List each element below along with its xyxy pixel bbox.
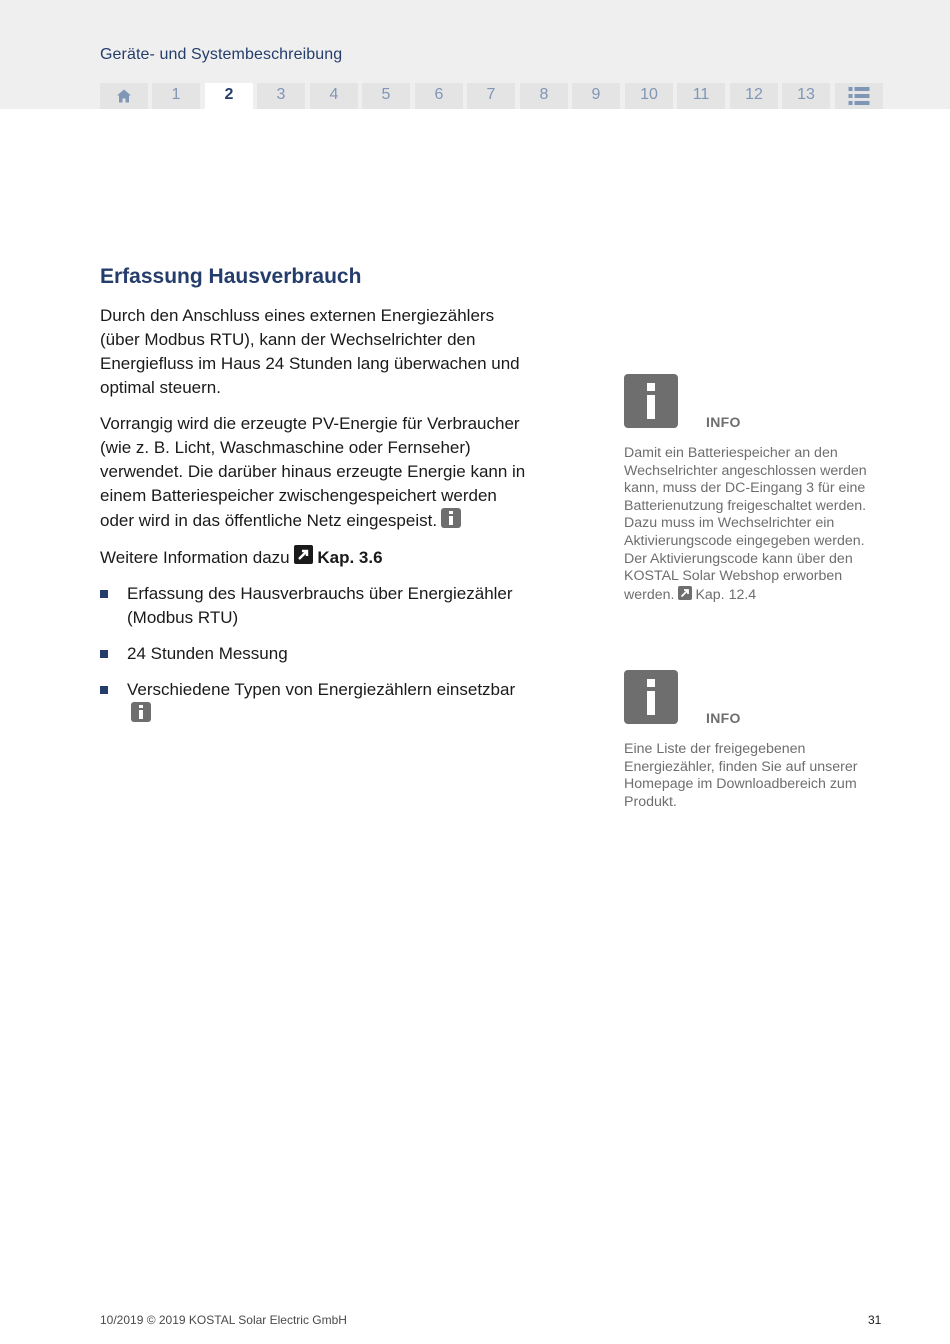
- info-text: [624, 445, 874, 604]
- paragraph-pv-energy-text: Vorrangig wird die erzeugte PV-Energie für Verbraucher (wie z. B. Licht, Waschmaschine oder Fernseher) verwendet. Die darüber hinaus erzeugte Energie kann in einem Batteriespeicher zwischengespeichert werden oder wird in das öffentliche Netz eingespeist.: [100, 414, 526, 530]
- list-item-text: 24 Stunden Messung: [127, 644, 288, 663]
- tab-3[interactable]: 3: [257, 83, 305, 109]
- main-content: [100, 262, 530, 739]
- page-number: 31: [868, 1313, 882, 1327]
- info-box-energy-meters: [624, 670, 874, 820]
- tab-1[interactable]: 1: [152, 83, 200, 109]
- tab-4[interactable]: 4: [310, 83, 358, 109]
- info-icon[interactable]: [441, 508, 461, 528]
- tab-7[interactable]: 7: [467, 83, 515, 109]
- tab-5[interactable]: 5: [362, 83, 410, 109]
- paragraph-intro: [100, 304, 530, 400]
- home-icon: [117, 90, 131, 103]
- section-title: Geräte- und Systembeschreibung: [100, 46, 343, 63]
- list-item: [100, 582, 530, 630]
- tab-home[interactable]: [100, 83, 148, 109]
- tab-8[interactable]: 8: [520, 83, 568, 109]
- link-arrow-icon: [294, 545, 313, 564]
- tab-12[interactable]: 12: [730, 83, 778, 109]
- footer-copyright: 10/2019 © 2019 KOSTAL Solar Electric GmbH: [100, 1313, 347, 1327]
- more-info-line: [100, 545, 530, 570]
- paragraph-pv-energy: [100, 412, 530, 533]
- chapter-link[interactable]: Kap. 3.6: [317, 548, 383, 567]
- info-box-battery: [624, 374, 874, 614]
- bullet-square-icon: [100, 686, 108, 694]
- tab-11[interactable]: 11: [677, 83, 725, 109]
- tab-6[interactable]: 6: [415, 83, 463, 109]
- tab-9[interactable]: 9: [572, 83, 620, 109]
- tab-13[interactable]: 13: [782, 83, 830, 109]
- info-text-body: Damit ein Batteriespeicher an den Wechselrichter angeschlossen werden kann, muss der DC-Eingang 3 für eine Batterienutzung freigeschaltet werden. Dazu muss im Wechselrichter ein Aktivierungscode eingegeben werden. Der Aktivierungscode kann über den KOSTAL Solar Webshop erworben werden.: [624, 445, 867, 603]
- link-arrow-icon: [678, 586, 692, 600]
- info-text: Eine Liste der freigegebenen Energiezähler, finden Sie auf unserer Homepage im Downloadbereich zum Produkt.: [624, 741, 858, 810]
- feature-list: [100, 582, 530, 727]
- list-item-text: Verschiedene Typen von Energiezählern einsetzbar: [127, 680, 516, 699]
- info-label: INFO: [706, 414, 741, 430]
- list-item-text: Erfassung des Hausverbrauchs über Energiezähler (Modbus RTU): [127, 584, 513, 627]
- info-icon[interactable]: [131, 702, 151, 722]
- info-icon: [624, 374, 678, 428]
- tab-10[interactable]: 10: [625, 83, 673, 109]
- list-item: [100, 678, 530, 727]
- tab-2[interactable]: 2: [205, 83, 253, 109]
- list-icon: [849, 87, 870, 105]
- bullet-square-icon: [100, 650, 108, 658]
- bullet-square-icon: [100, 590, 108, 598]
- info-label: INFO: [706, 710, 741, 726]
- tab-contents[interactable]: [835, 83, 883, 109]
- chapter-link[interactable]: Kap. 12.4: [695, 586, 757, 603]
- page-heading: Erfassung Hausverbrauch: [100, 265, 362, 288]
- list-item: [100, 642, 530, 666]
- info-icon: [624, 670, 678, 724]
- more-info-prefix: Weitere Information dazu: [100, 548, 290, 567]
- paragraph-intro-text: Durch den Anschluss eines externen Energiezählers (über Modbus RTU), kann der Wechselrichter den Energiefluss im Haus 24 Stunden lang überwachen und optimal steuern.: [100, 306, 520, 397]
